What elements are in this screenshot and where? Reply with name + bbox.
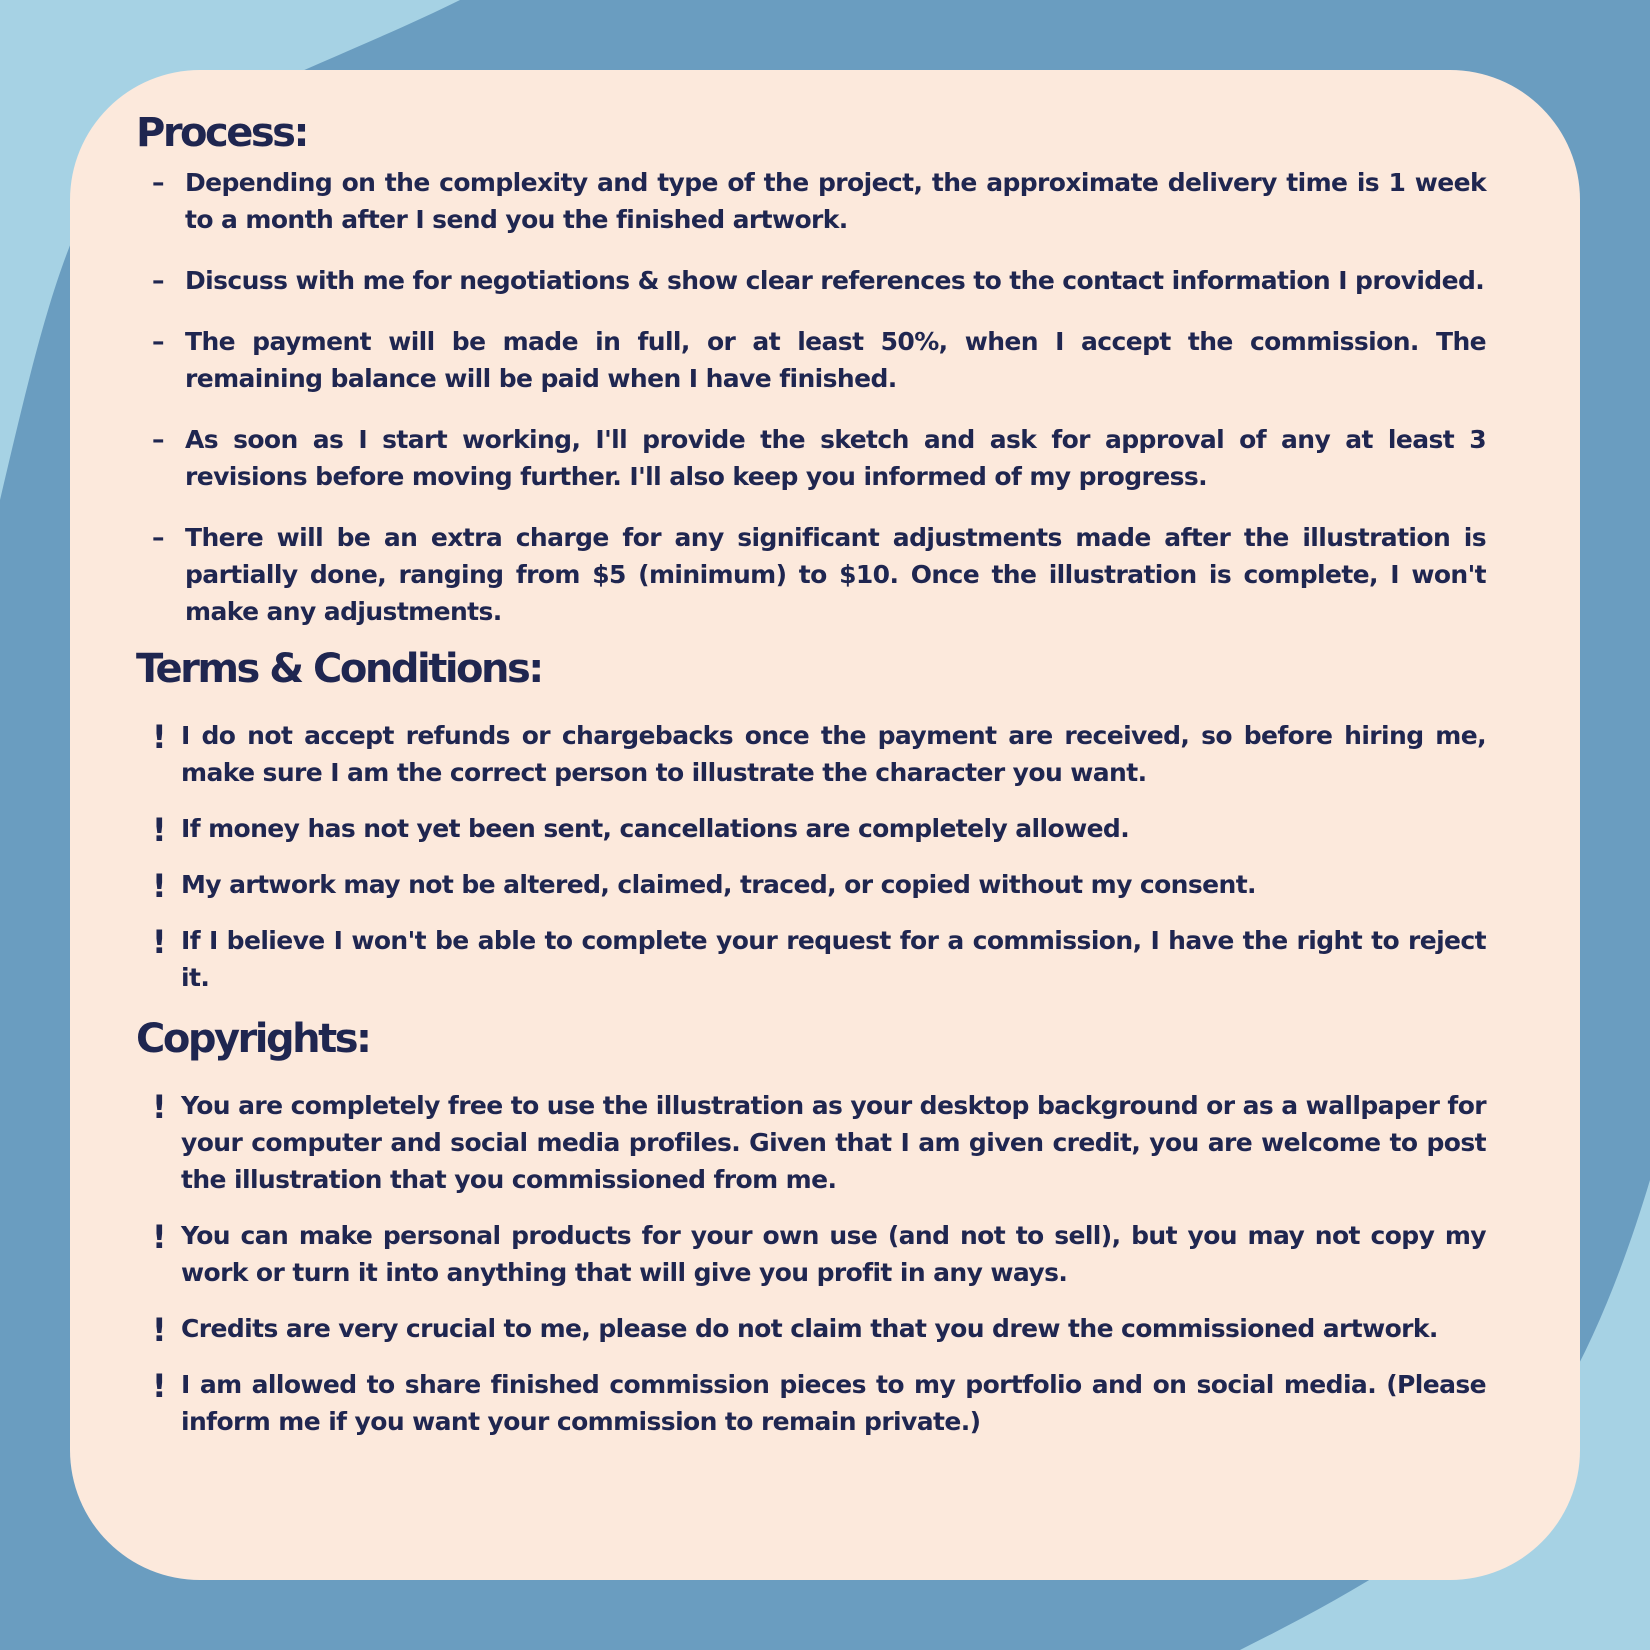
content-card xyxy=(70,70,1580,1580)
exclamation-icon: ! xyxy=(152,811,166,849)
copyrights-list xyxy=(136,1087,1486,1440)
process-item-text: There will be an extra charge for any significant adjustments made after the illustration is partially done, ranging from $5 (minimum) to $10. Once the illustration is complete, I won't make any adjustments. xyxy=(185,523,1486,626)
copyrights-item xyxy=(136,1310,1486,1347)
exclamation-icon: ! xyxy=(152,718,166,756)
dash-bullet: – xyxy=(152,425,164,454)
terms-item xyxy=(136,922,1486,996)
dash-bullet: – xyxy=(152,168,164,197)
dash-bullet: – xyxy=(152,327,164,356)
process-item xyxy=(136,262,1486,299)
process-list xyxy=(136,164,1486,630)
terms-item-text: I do not accept refunds or chargebacks once the payment are received, so before hiring me, make sure I am the correct person to illustrate the character you want. xyxy=(181,721,1486,787)
process-item-text: Depending on the complexity and type of the project, the approximate delivery time is 1 week to a month after I send you the finished artwork. xyxy=(185,168,1486,234)
copyrights-item-text: You can make personal products for your own use (and not to sell), but you may not copy my work or turn it into anything that will give you profit in any ways. xyxy=(181,1221,1486,1287)
terms-item-text: If money has not yet been sent, cancellations are completely allowed. xyxy=(181,814,1130,843)
process-item xyxy=(136,164,1486,238)
process-item xyxy=(136,323,1486,397)
exclamation-icon: ! xyxy=(152,867,166,905)
exclamation-icon: ! xyxy=(152,1311,166,1349)
copyrights-item-text: I am allowed to share finished commission pieces to my portfolio and on social media. (Please inform me if you want your commission to remain private.) xyxy=(181,1370,1486,1436)
process-item-text: Discuss with me for negotiations & show clear references to the contact information I provided. xyxy=(185,266,1485,295)
terms-item xyxy=(136,717,1486,791)
terms-list xyxy=(136,717,1486,996)
copyrights-title: Copyrights: xyxy=(136,1016,370,1062)
process-item xyxy=(136,421,1486,495)
dash-bullet: – xyxy=(152,523,164,552)
terms-item-text: My artwork may not be altered, claimed, traced, or copied without my consent. xyxy=(181,870,1256,899)
dash-bullet: – xyxy=(152,266,164,295)
terms-item xyxy=(136,810,1486,847)
process-item-text: The payment will be made in full, or at least 50%, when I accept the commission. The remaining balance will be paid when I have finished. xyxy=(185,327,1486,393)
copyrights-item xyxy=(136,1217,1486,1291)
exclamation-icon: ! xyxy=(152,1367,166,1405)
exclamation-icon: ! xyxy=(152,1218,166,1256)
copyrights-item xyxy=(136,1087,1486,1198)
copyrights-item-text: Credits are very crucial to me, please do not claim that you drew the commissioned artwork. xyxy=(181,1314,1438,1343)
exclamation-icon: ! xyxy=(152,1088,166,1126)
terms-title: Terms & Conditions: xyxy=(136,646,542,692)
terms-item-text: If I believe I won't be able to complete your request for a commission, I have the right to reject it. xyxy=(181,926,1486,992)
copyrights-item-text: You are completely free to use the illustration as your desktop background or as a wallpaper for your computer and social media profiles. Given that I am given credit, you are welcome to post the illustration that you commissioned from me. xyxy=(181,1091,1486,1194)
process-title: Process: xyxy=(136,110,307,156)
process-item-text: As soon as I start working, I'll provide the sketch and ask for approval of any at least 3 revisions before moving further. I'll also keep you informed of my progress. xyxy=(185,425,1486,491)
terms-item xyxy=(136,866,1486,903)
exclamation-icon: ! xyxy=(152,923,166,961)
process-item xyxy=(136,519,1486,630)
copyrights-item xyxy=(136,1366,1486,1440)
